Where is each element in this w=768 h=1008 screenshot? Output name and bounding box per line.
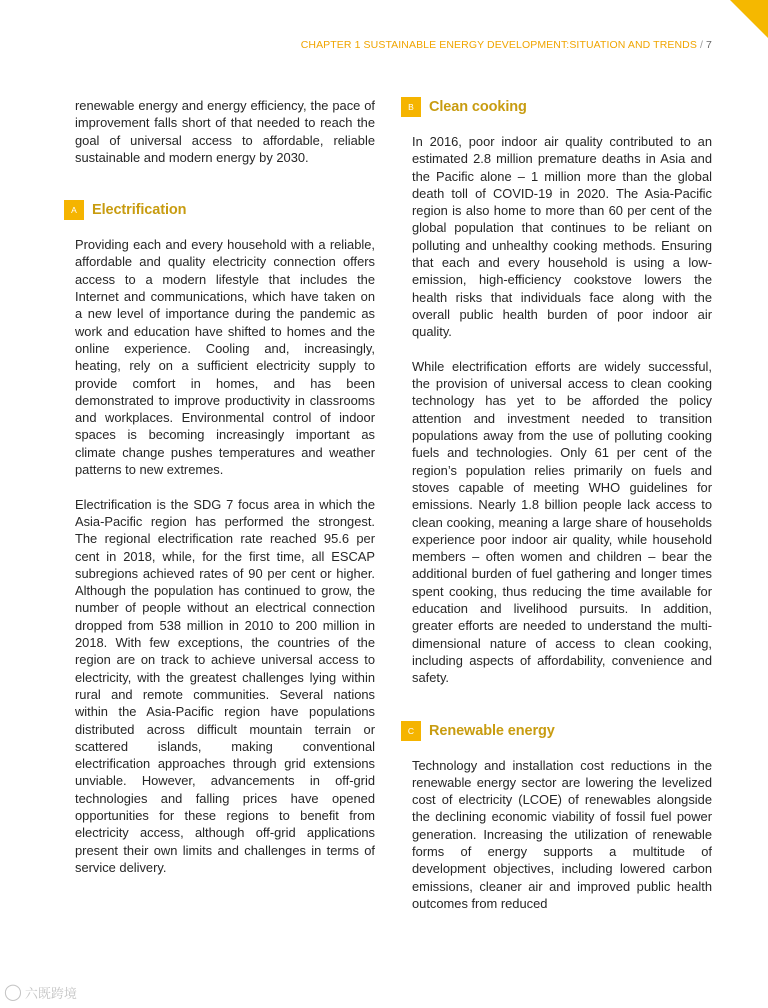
section-badge-a: A: [64, 200, 84, 220]
header-separator: /: [699, 39, 704, 51]
section-title-renewable-energy: Renewable energy: [429, 722, 555, 739]
section-badge-b: B: [401, 97, 421, 117]
electrification-paragraph-2: Electrification is the SDG 7 focus area in which the Asia-Pacific region has performed the strongest. The regional electrification rate reached 95.6 per cent in 2018, while, for the first time, all ESCAP subregions achieved rates of 90 per cent or higher. Although the population has continued to grow, the number of people without an electrical connection dropped from 538 million in 2010 to 200 million in 2018. With few exceptions, the countries of the region are on track to achieve universal access to electricity, with the greatest challenges lying within rural and remote communities. Several nations within the Asia-Pacific region have populations distributed across difficult mountain terrain or scattered islands, making conventional electrification approaches through grid extensions unviable. However, advancements in off-grid technologies and falling prices have opened opportunities for these regions to benefit from electricity access, although off-grid applications present their own limits and challenges in terms of service delivery.: [75, 496, 375, 875]
left-column: [71, 97, 375, 876]
clean-cooking-paragraph-2: While electrification efforts are widely successful, the provision of universal access to clean cooking technology has yet to be afforded the policy attention and investment needed to transition populations away from the use of polluting cooking fuels and technologies. Only 61 per cent of the region’s population relies primarily on fuels and stoves capable of meeting WHO guidelines for emissions. Nearly 1.8 billion people lack access to clean cooking, meaning a large share of households experience poor indoor air quality, while household members – often women and children – bear the additional burden of fuel gathering and longer times spent cooking, thus reducing the time available for education and livelihood pursuits. In addition, greater efforts are needed to understand the multi-dimensional nature of access to clean cooking, including aspects of affordability, convenience and safety.: [412, 358, 712, 686]
electrification-paragraph-1: Providing each and every household with a reliable, affordable and quality electricity connection offers access to a modern lifestyle that includes the Internet and communications, which have taken on a new level of importance during the pandemic as work and education have shifted to homes and the online experience. Cooling and, increasingly, heating, rely on a sufficient electricity supply to provide comfort in homes, and has been demonstrated to improve productivity in classrooms and workplaces. Environmental control of indoor spaces is becoming increasingly important as climate change pushes temperatures and weather patterns to new extremes.: [75, 237, 375, 478]
renewable-energy-paragraph-1: Technology and installation cost reductions in the renewable energy sector are lowering the levelized cost of electricity (LCOE) of renewables alongside the declining economic viability of fossil fuel power generation. Increasing the utilization of renewable forms of energy supports a multitude of development objectives, including lowered carbon emissions, cleaner air and improved public health outcomes from reduced: [412, 757, 712, 911]
intro-paragraph: renewable energy and energy efficiency, the pace of improvement falls short of that needed to reach the goal of universal access to affordable, reliable sustainable and modern energy by 2030.: [75, 98, 375, 165]
section-title-electrification: Electrification: [92, 202, 187, 219]
corner-accent: [730, 0, 768, 38]
section-title-clean-cooking: Clean cooking: [429, 99, 527, 115]
section-heading-electrification: [64, 200, 375, 220]
running-header: [301, 39, 712, 51]
section-badge-c: C: [401, 721, 421, 741]
section-heading-clean-cooking: [401, 97, 712, 117]
watermark-logo-icon: ◯: [4, 984, 22, 1001]
watermark-text: 六既跨境: [24, 985, 77, 1001]
section-heading-renewable-energy: [401, 721, 712, 741]
right-column: [407, 97, 712, 912]
watermark: [4, 982, 77, 1002]
clean-cooking-paragraph-1: In 2016, poor indoor air quality contributed to an estimated 2.8 million premature deaths in Asia and the Pacific alone – 1 million more than the global death toll of COVID-19 in 2020. The Asia-Pacific region is also home to more than 60 per cent of the global population that continues to be reliant on polluting and unhealthy cooking methods. Ensuring that each and every household is using a low-emission, high-efficiency cookstove lowers the health risks that individuals face along with the overall public health burden of poor indoor air quality.: [412, 134, 712, 340]
page-number: 7: [706, 39, 712, 51]
chapter-title: CHAPTER 1 SUSTAINABLE ENERGY DEVELOPMENT:SITUATION AND TRENDS: [300, 39, 697, 51]
